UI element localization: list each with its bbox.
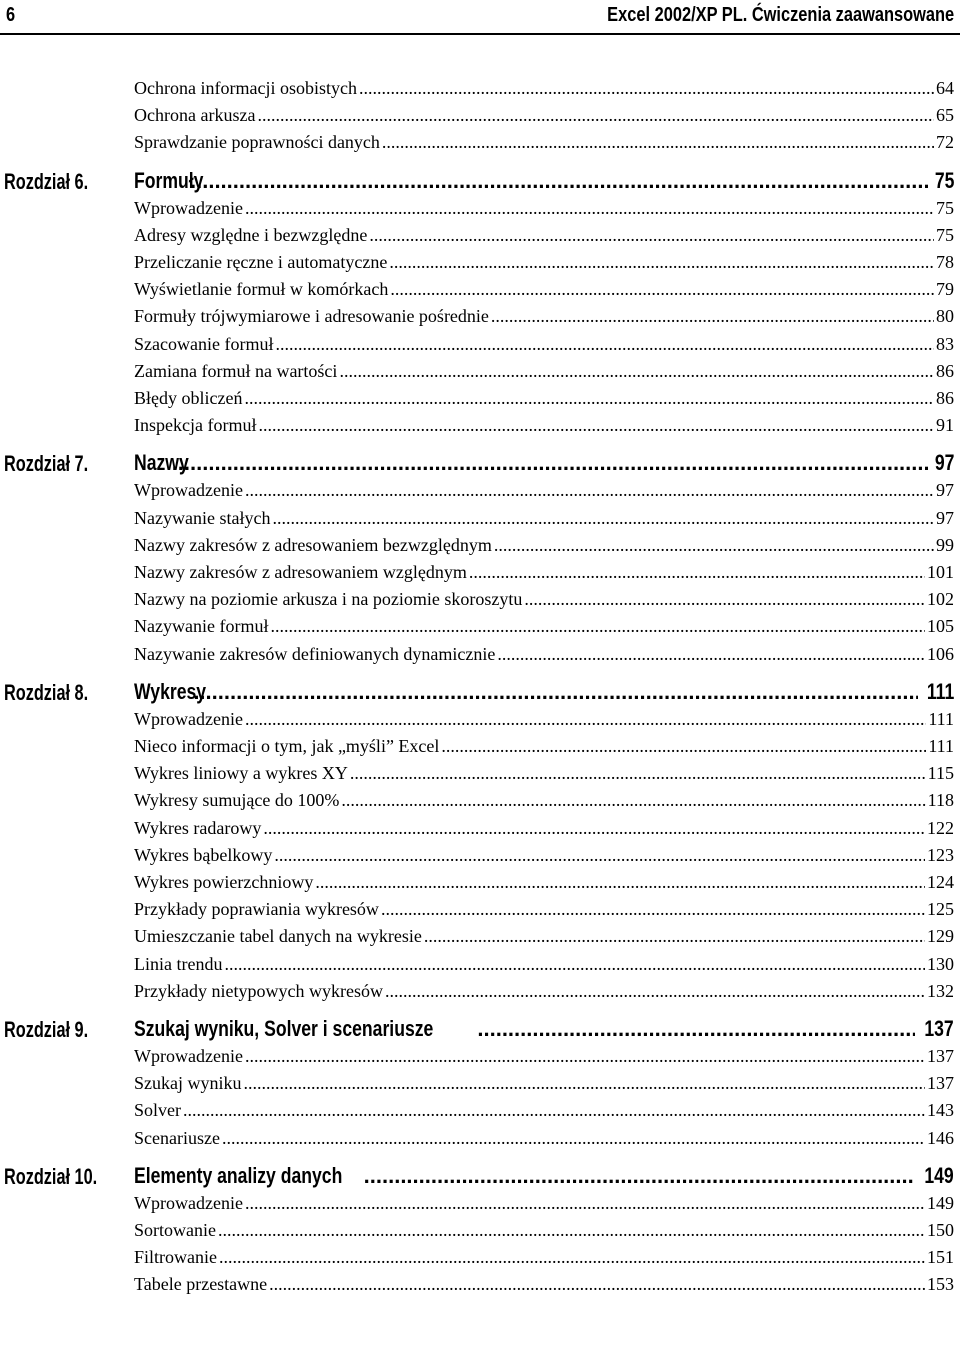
dot-leader (477, 1016, 915, 1042)
page-reference: 111 (926, 678, 954, 704)
dot-leader (245, 480, 934, 501)
toc-entry-row (0, 872, 960, 898)
section-title: Sprawdzanie poprawności danych (134, 132, 380, 153)
toc-chapter-row (0, 450, 960, 476)
toc-entry-row (0, 1247, 960, 1273)
page-reference: 99 (936, 534, 954, 555)
toc-line (134, 306, 954, 332)
page-reference: 130 (927, 953, 954, 974)
page-reference: 122 (927, 817, 954, 838)
section-title: Nieco informacji o tym, jak „myśli” Excel (134, 736, 440, 756)
page-reference: 75 (934, 167, 954, 193)
toc-entry-row (0, 763, 960, 789)
section-title: Linia trendu (134, 953, 223, 974)
toc-entry-row (0, 709, 960, 735)
section-title: Ochrona informacji osobistych (134, 78, 357, 98)
dot-leader (218, 1220, 925, 1241)
page-reference: 64 (936, 78, 954, 98)
section-title: Adresy względne i bezwzględne (134, 224, 368, 245)
toc-line (134, 1274, 954, 1300)
chapter-number: Rozdział 8. (4, 679, 89, 705)
chapter-title: Elementy analizy danych (134, 1162, 343, 1188)
page-reference: 65 (936, 105, 954, 126)
dot-leader (245, 1193, 925, 1214)
section-title: Ochrona arkusza (134, 105, 256, 126)
toc-line (134, 415, 954, 441)
page-reference: 115 (927, 763, 954, 784)
page-reference: 123 (927, 844, 954, 865)
toc-entry-row (0, 1220, 960, 1246)
section-title: Sortowanie (134, 1220, 216, 1240)
toc-entry-row (0, 105, 960, 131)
dot-leader (382, 132, 934, 153)
dot-leader (369, 225, 934, 246)
page-reference: 124 (927, 872, 954, 892)
page-reference: 91 (936, 415, 954, 436)
dot-leader (385, 981, 925, 1002)
toc-line (134, 644, 954, 670)
dot-leader (224, 954, 925, 975)
toc-entry-row (0, 132, 960, 158)
toc-line (134, 736, 954, 762)
page-reference: 83 (936, 333, 954, 354)
section-title: Scenariusze (134, 1127, 220, 1148)
dot-leader (183, 1100, 925, 1121)
toc-line (134, 926, 954, 952)
toc-entry-row (0, 535, 960, 561)
toc-line (134, 1247, 954, 1273)
page-reference: 146 (927, 1127, 954, 1148)
toc-entry-row (0, 1100, 960, 1126)
section-title: Wykres liniowy a wykres XY (134, 763, 348, 784)
toc-line (134, 790, 954, 816)
page-reference: 150 (927, 1220, 954, 1240)
toc-line (134, 508, 954, 534)
toc-entry-row (0, 644, 960, 670)
section-title: Solver (134, 1100, 181, 1121)
dot-leader (339, 361, 934, 382)
dot-leader (359, 78, 934, 99)
chapter-title: Nazwy (134, 450, 189, 476)
dot-leader (245, 1046, 925, 1067)
toc-entry-row (0, 252, 960, 278)
section-title: Wykresy sumujące do 100% (134, 790, 340, 811)
page-reference: 75 (936, 197, 954, 218)
section-title: Wyświetlanie formuł w komórkach (134, 279, 389, 300)
section-title: Przeliczanie ręczne i automatyczne (134, 252, 388, 272)
page-reference: 153 (927, 1274, 954, 1295)
toc-line (134, 899, 954, 925)
chapter-number: Rozdział 7. (4, 451, 89, 477)
dot-leader (524, 589, 925, 610)
toc-line (134, 279, 954, 305)
toc-line (134, 1016, 954, 1042)
section-title: Szukaj wyniku (134, 1073, 242, 1094)
dot-leader (219, 1247, 925, 1268)
toc-line (134, 78, 954, 104)
toc-line (134, 361, 954, 387)
dot-leader (272, 508, 934, 529)
section-title: Szacowanie formuł (134, 333, 274, 354)
dot-leader (245, 709, 926, 730)
chapter-number: Rozdział 10. (4, 1163, 98, 1189)
section-title: Przykłady nietypowych wykresów (134, 980, 383, 1001)
toc-line (134, 1046, 954, 1072)
toc-line (134, 872, 954, 898)
section-title: Tabele przestawne (134, 1274, 268, 1295)
toc-entry-row (0, 1073, 960, 1099)
dot-leader (244, 1073, 926, 1094)
toc-entry-row (0, 616, 960, 642)
dot-leader (341, 790, 925, 811)
toc-line (134, 954, 954, 980)
chapter-number: Rozdział 6. (4, 168, 89, 194)
dot-leader (190, 168, 928, 194)
page-reference: 125 (927, 899, 954, 920)
toc-entry-row (0, 1193, 960, 1219)
section-title: Błędy obliczeń (134, 388, 243, 408)
toc-entry-row (0, 899, 960, 925)
toc-line (134, 1193, 954, 1219)
toc-line (134, 1220, 954, 1246)
dot-leader (270, 616, 925, 637)
toc-entry-row (0, 508, 960, 534)
toc-entry-row (0, 790, 960, 816)
toc-entry-row (0, 480, 960, 506)
dot-leader (245, 198, 934, 219)
page-reference: 101 (927, 562, 954, 582)
section-title: Wprowadzenie (134, 1046, 243, 1066)
dot-leader (258, 415, 934, 436)
toc-chapter-row (0, 168, 960, 194)
page-reference: 86 (936, 360, 954, 381)
dot-leader (389, 252, 934, 273)
toc-entry-row (0, 415, 960, 441)
page-reference: 151 (927, 1247, 954, 1268)
dot-leader (257, 105, 934, 126)
toc-chapter-row (0, 679, 960, 705)
section-title: Umieszczanie tabel danych na wykresie (134, 926, 422, 947)
page-reference: 75 (936, 224, 954, 245)
dot-leader (441, 736, 926, 757)
toc-entry-row (0, 361, 960, 387)
page-reference: 111 (928, 708, 954, 729)
dot-leader (263, 818, 925, 839)
section-title: Filtrowanie (134, 1247, 217, 1268)
toc-entry-row (0, 736, 960, 762)
toc-line (134, 1073, 954, 1099)
toc-entry-row (0, 589, 960, 615)
section-title: Wykres bąbelkowy (134, 844, 273, 865)
page-reference: 143 (927, 1100, 954, 1121)
toc-line (134, 198, 954, 224)
section-title: Nazywanie formuł (134, 616, 269, 637)
page-reference: 102 (927, 589, 954, 610)
toc-line (134, 225, 954, 251)
page-reference: 78 (936, 252, 954, 272)
section-title: Zamiana formuł na wartości (134, 360, 338, 381)
toc-chapter-row (0, 1163, 960, 1189)
page-reference: 105 (927, 616, 954, 637)
toc-entry-row (0, 954, 960, 980)
page-reference: 86 (936, 388, 954, 408)
page-reference: 149 (924, 1162, 954, 1188)
toc-line (134, 981, 954, 1007)
toc-line (134, 252, 954, 278)
section-title: Wprowadzenie (134, 708, 243, 729)
section-title: Inspekcja formuł (134, 415, 257, 436)
toc-entry-row (0, 334, 960, 360)
dot-leader (244, 388, 934, 409)
toc-line (134, 480, 954, 506)
toc-line (134, 105, 954, 131)
dot-leader (364, 1163, 916, 1189)
chapter-number: Rozdział 9. (4, 1017, 89, 1042)
toc-entry-row (0, 388, 960, 414)
page-reference: 137 (924, 1016, 954, 1041)
toc-line (134, 562, 954, 588)
page-reference: 80 (936, 306, 954, 327)
toc-line (134, 845, 954, 871)
section-title: Wprowadzenie (134, 197, 243, 218)
page-header (0, 0, 960, 34)
dot-leader (494, 535, 934, 556)
toc-entry-row (0, 78, 960, 104)
toc-entry-row (0, 1046, 960, 1072)
toc-chapter-row (0, 1016, 960, 1042)
section-title: Przykłady poprawiania wykresów (134, 899, 379, 920)
dot-leader (172, 450, 928, 476)
dot-leader (350, 763, 926, 784)
page-reference: 97 (936, 507, 954, 528)
dot-leader (381, 899, 925, 920)
toc-line (134, 1163, 954, 1189)
page-reference: 79 (936, 279, 954, 300)
toc-line (134, 450, 954, 476)
section-title: Wykres powierzchniowy (134, 872, 314, 892)
dot-leader (222, 1128, 925, 1149)
toc-entry-row (0, 225, 960, 251)
page-reference: 149 (927, 1192, 954, 1213)
toc-line (134, 818, 954, 844)
section-title: Nazywanie zakresów definiowanych dynamicznie (134, 643, 496, 664)
chapter-title: Szukaj wyniku, Solver i scenariusze (134, 1016, 434, 1041)
page-reference: 72 (936, 132, 954, 153)
page-reference: 118 (927, 790, 954, 811)
dot-leader (424, 926, 925, 947)
toc-entry-row (0, 279, 960, 305)
toc-line (134, 709, 954, 735)
page-reference: 111 (928, 736, 954, 756)
dot-leader (315, 872, 925, 893)
section-title: Formuły trójwymiarowe i adresowanie pośrednie (134, 306, 489, 327)
toc-entry-row (0, 926, 960, 952)
section-title: Wprowadzenie (134, 1192, 243, 1213)
page-reference: 137 (927, 1046, 954, 1066)
dot-leader (275, 334, 934, 355)
toc-line (134, 763, 954, 789)
toc-line (134, 535, 954, 561)
dot-leader (469, 562, 925, 583)
toc-line (134, 589, 954, 615)
header-rule (0, 33, 960, 35)
toc-line (134, 616, 954, 642)
page-number: 6 (6, 4, 16, 26)
toc-entry-row (0, 818, 960, 844)
section-title: Wprowadzenie (134, 480, 243, 501)
page-reference: 129 (927, 926, 954, 947)
section-title: Nazwy zakresów z adresowaniem względnym (134, 562, 467, 582)
toc-entry-row (0, 198, 960, 224)
dot-leader (269, 1274, 925, 1295)
running-title: Excel 2002/XP PL. Ćwiczenia zaawansowane (606, 4, 954, 26)
page-reference: 97 (934, 450, 954, 476)
chapter-title: Formuły (134, 167, 204, 193)
dot-leader (390, 279, 934, 300)
toc-entry-row (0, 981, 960, 1007)
dot-leader (274, 845, 925, 866)
toc-line (134, 1100, 954, 1126)
toc-line (134, 132, 954, 158)
toc-line (134, 168, 954, 194)
toc-entry-row (0, 1128, 960, 1154)
section-title: Wykres radarowy (134, 817, 262, 838)
page-reference: 137 (927, 1073, 954, 1094)
section-title: Nazwy na poziomie arkusza i na poziomie skoroszytu (134, 589, 523, 610)
toc-line (134, 334, 954, 360)
section-title: Nazwy zakresów z adresowaniem bezwzględnym (134, 534, 492, 555)
toc-entry-row (0, 562, 960, 588)
page-reference: 97 (936, 480, 954, 501)
dot-leader (193, 679, 917, 705)
toc-line (134, 388, 954, 414)
dot-leader (491, 306, 934, 327)
toc-entry-row (0, 1274, 960, 1300)
toc-entry-row (0, 306, 960, 332)
page-reference: 132 (927, 980, 954, 1001)
toc-line (134, 679, 954, 705)
chapter-title: Wykresy (134, 678, 207, 704)
section-title: Nazywanie stałych (134, 507, 271, 528)
toc-line (134, 1128, 954, 1154)
dot-leader (497, 644, 925, 665)
page-reference: 106 (927, 643, 954, 664)
toc-entry-row (0, 845, 960, 871)
